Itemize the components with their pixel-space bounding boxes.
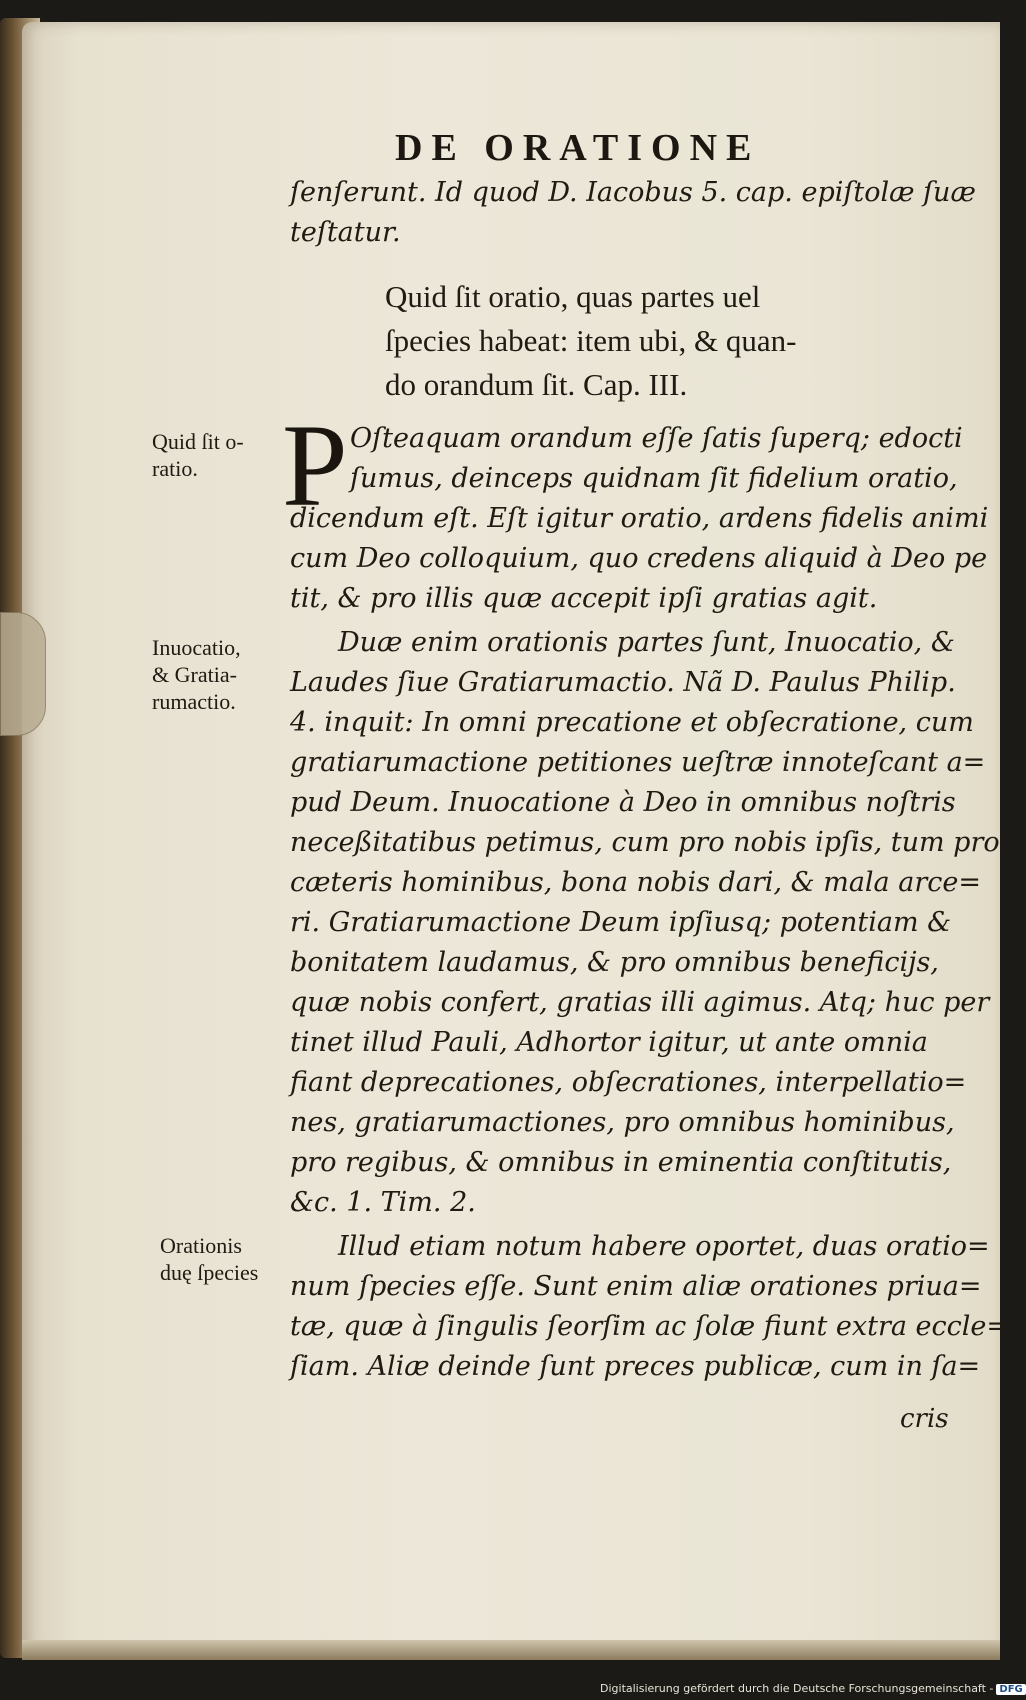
text-line: pud Deum. Inuocatione à Deo in omnibus noſtris (290, 787, 956, 818)
margin-note (160, 1232, 258, 1286)
chapter-title-line: Quid ſit oratio, quas partes uel (385, 279, 761, 314)
text-line: ri. Gratiarumactione Deum ipſiusq; potentiam & (290, 907, 952, 938)
catchword: cris (900, 1404, 949, 1434)
text-line: quæ nobis confert, gratias illi agimus. Atq; huc per (290, 987, 990, 1018)
text-line: fiant deprecationes, obſecrationes, interpellatio= (290, 1067, 967, 1098)
page-bottom-edge (22, 1640, 1000, 1660)
chapter-title-line: do orandum ſit. Cap. III. (385, 367, 688, 402)
text-line: Duæ enim orationis partes ſunt, Inuocatio, & (338, 627, 955, 658)
text-line: num ſpecies eſſe. Sunt enim aliæ orationes priua= (290, 1271, 982, 1302)
margin-note-line: & Gratia- (152, 662, 237, 687)
dfg-credit-bar (600, 1682, 1023, 1700)
text-line: teſtatur. (290, 217, 401, 248)
text-line: pro regibus, & omnibus in eminentia conſtitutis, (290, 1147, 952, 1178)
margin-note-line: ratio. (152, 456, 198, 481)
text-line: tinet illud Pauli, Adhortor igitur, ut ante omnia (290, 1027, 928, 1058)
text-line: neceßitatibus petimus, cum pro nobis ipſis, tum pro (290, 827, 1000, 858)
text-line: Oſteaquam orandum eſſe ſatis ſuperq; edocti (350, 423, 963, 454)
chapter-title-line: ſpecies habeat: item ubi, & quan- (385, 323, 797, 358)
text-line: Laudes ſiue Gratiarumactio. Nã D. Paulus Philip. (290, 667, 956, 698)
text-line: ſenſerunt. Id quod D. Iacobus 5. cap. epiſtolæ ſuæ (290, 177, 976, 208)
margin-note (152, 428, 244, 482)
margin-note-line: rumactio. (152, 689, 236, 714)
text-line: Illud etiam notum habere oportet, duas oratio= (338, 1231, 990, 1262)
text-line: ſiam. Aliæ deinde ſunt preces publicæ, cum in ſa= (290, 1351, 981, 1382)
drop-cap: P (282, 400, 348, 531)
margin-note-line: Orationis (160, 1233, 242, 1258)
margin-note (152, 634, 241, 715)
thumb-tab (0, 612, 46, 736)
dfg-logo: DFG (996, 1684, 1025, 1695)
text-line: &c. 1. Tim. 2. (290, 1187, 476, 1218)
text-line: bonitatem laudamus, & pro omnibus beneficijs, (290, 947, 939, 978)
text-line: ſumus, deinceps quidnam ſit fidelium oratio, (350, 463, 958, 494)
text-line: cum Deo colloquium, quo credens aliquid à Deo pe (290, 543, 988, 574)
text-line: gratiarumactione petitiones ueſtræ innoteſcant a= (290, 747, 986, 778)
text-line: dicendum eſt. Eſt igitur oratio, ardens fidelis animi (290, 503, 989, 534)
text-line: 4. inquit: In omni precatione et obſecratione, cum (290, 707, 974, 738)
margin-note-line: duę ſpecies (160, 1260, 259, 1285)
text-line: tit, & pro illis quæ accepit ipſi gratias agit. (290, 583, 878, 614)
text-line: tæ, quæ à ſingulis ſeorſim ac ſolæ fiunt extra eccle= (290, 1311, 1010, 1342)
dfg-credit-text: Digitalisierung gefördert durch die Deutsche Forschungsgemeinschaft - (600, 1682, 994, 1695)
margin-note-line: Quid ſit o- (152, 429, 244, 454)
running-head: DE ORATIONE (395, 127, 761, 169)
margin-note-line: Inuocatio, (152, 635, 241, 660)
text-line: nes, gratiarumactiones, pro omnibus hominibus, (290, 1107, 955, 1138)
text-line: cæteris hominibus, bona nobis dari, & mala arce= (290, 867, 981, 898)
